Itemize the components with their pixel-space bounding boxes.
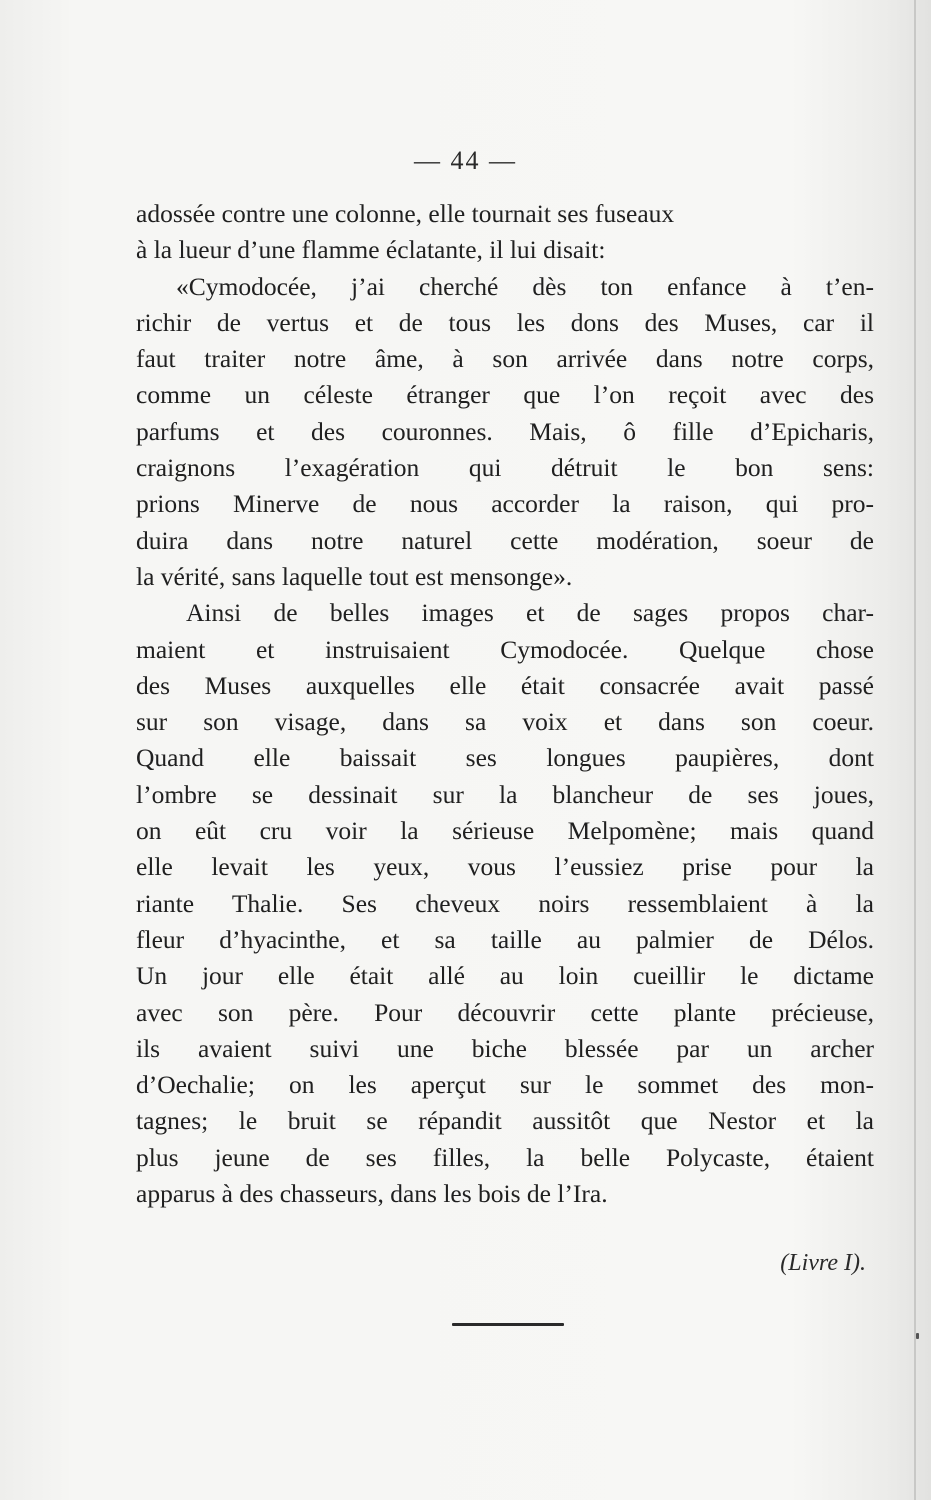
- text-line: comme un céleste étranger que l’on reçoit avec des: [136, 380, 874, 410]
- end-rule: [452, 1323, 564, 1326]
- text-line: l’ombre se dessinait sur la blancheur de ses joues,: [136, 779, 874, 809]
- text-line: Ainsi de belles images et de sages propos char-: [186, 598, 874, 628]
- text-line: plus jeune de ses filles, la belle Polycaste, étaient: [136, 1142, 874, 1172]
- text-line: adossée contre une colonne, elle tournait ses fuseaux: [136, 199, 675, 228]
- text-line: Quand elle baissait ses longues paupières, dont: [136, 743, 874, 773]
- text-line: «Cymodocée, j’ai cherché dès ton enfance à t’en-: [176, 271, 874, 301]
- page-number: — 44 —: [414, 146, 517, 175]
- text-line: à la lueur d’une flamme éclatante, il lui disait:: [136, 235, 606, 265]
- text-line: craignons l’exagération qui détruit le bon sens:: [136, 453, 874, 483]
- text-line: Un jour elle était allé au loin cueillir le dictame: [136, 961, 874, 991]
- text-line: apparus à des chasseurs, dans les bois de l’Ira.: [136, 1179, 608, 1209]
- text-line: on eût cru voir la sérieuse Melpomène; mais quand: [136, 816, 874, 846]
- text-line: ils avaient suivi une biche blessée par un archer: [136, 1033, 874, 1063]
- text-line: avec son père. Pour découvrir cette plante précieuse,: [136, 997, 874, 1027]
- page-edge: [914, 0, 916, 1500]
- text-line: sur son visage, dans sa voix et dans son coeur.: [136, 707, 874, 737]
- text-line: fleur d’hyacinthe, et sa taille au palmier de Délos.: [136, 924, 874, 954]
- text-line: richir de vertus et de tous les dons des Muses, car il: [136, 307, 874, 337]
- text-line: d’Oechalie; on les aperçut sur le sommet des mon-: [136, 1070, 874, 1100]
- text-line: tagnes; le bruit se répandit aussitôt que Nestor et la: [136, 1106, 874, 1136]
- text-line: des Muses auxquelles elle était consacrée avait passé: [136, 670, 874, 700]
- text-line: maient et instruisaient Cymodocée. Quelque chose: [136, 634, 874, 664]
- text-line: faut traiter notre âme, à son arrivée dans notre corps,: [136, 344, 874, 374]
- body-text: [136, 196, 874, 1212]
- text-line: la vérité, sans laquelle tout est mensonge».: [136, 561, 573, 591]
- text-line: duira dans notre naturel cette modération, soeur de: [136, 525, 874, 555]
- paper-speck: [916, 1333, 919, 1339]
- text-line: parfums et des couronnes. Mais, ô fille d’Epicharis,: [136, 416, 874, 446]
- text-line: elle levait les yeux, vous l’eussiez prise pour la: [136, 852, 874, 882]
- text-line: riante Thalie. Ses cheveux noirs ressemblaient à la: [136, 888, 874, 918]
- text-line: prions Minerve de nous accorder la raison, qui pro-: [136, 489, 874, 519]
- source-citation: (Livre I).: [780, 1250, 866, 1276]
